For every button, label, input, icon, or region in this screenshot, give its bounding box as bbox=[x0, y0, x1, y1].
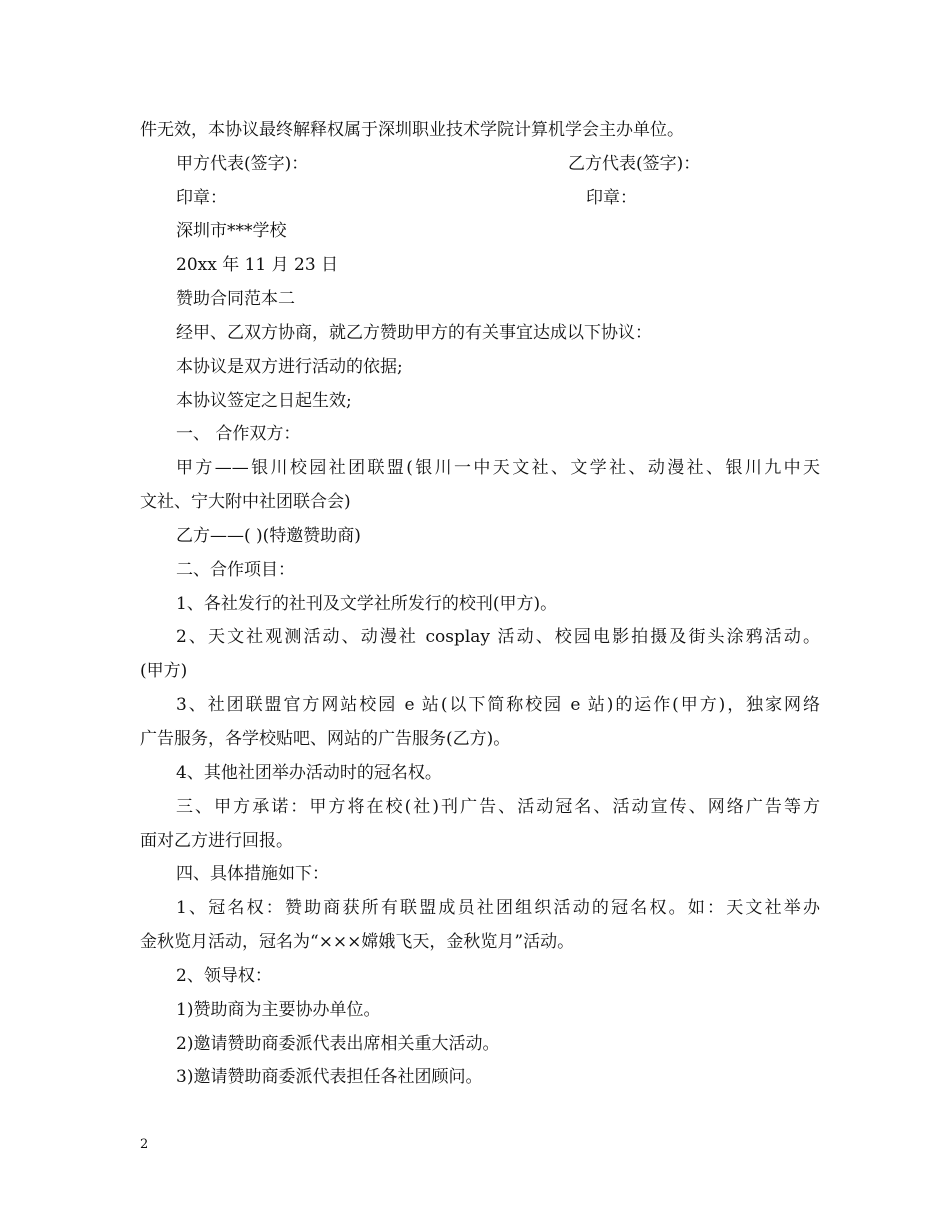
list-item: 4、其他社团举办活动时的冠名权。 bbox=[176, 763, 442, 783]
list-item: 3、社团联盟官方网站校园 e 站(以下简称校园 e 站)的运作(甲方)，独家网络 bbox=[176, 695, 820, 715]
paragraph-line: 金秋览月活动，冠名为“×××嫦娥飞天，金秋览月”活动。 bbox=[140, 932, 575, 952]
list-item: 3)邀请赞助商委派代表担任各社团顾问。 bbox=[176, 1067, 483, 1087]
paragraph-line: 经甲、乙双方协商，就乙方赞助甲方的有关事宜达成以下协议： bbox=[176, 323, 652, 343]
party-b-seal-label: 印章： bbox=[586, 188, 637, 208]
list-item: 2、天文社观测活动、动漫社 cosplay 活动、校园电影拍摄及街头涂鸦活动。 bbox=[176, 627, 820, 647]
list-item: 1、各社发行的社刊及文学社所发行的校刊(甲方)。 bbox=[176, 594, 558, 614]
page-number: 2 bbox=[140, 1137, 149, 1152]
paragraph-line: (甲方) bbox=[140, 661, 188, 681]
paragraph-line: 本协议是双方进行活动的依据; bbox=[176, 357, 403, 377]
party-a-signature-label: 甲方代表(签字)： bbox=[176, 154, 309, 174]
paragraph-line: 文社、宁大附中社团联合会) bbox=[140, 492, 351, 512]
list-item: 2)邀请赞助商委派代表出席相关重大活动。 bbox=[176, 1034, 500, 1054]
section-heading: 二、合作项目： bbox=[176, 560, 295, 580]
paragraph-line: 广告服务，各学校贴吧、网站的广告服务(乙方)。 bbox=[140, 729, 511, 749]
section-title: 赞助合同范本二 bbox=[176, 289, 295, 309]
school-name: 深圳市***学校 bbox=[176, 221, 287, 241]
section-heading: 四、具体措施如下： bbox=[176, 864, 329, 884]
paragraph-line: 乙方——( )(特邀赞助商) bbox=[176, 526, 361, 546]
party-b-signature-label: 乙方代表(签字)： bbox=[568, 154, 701, 174]
section-heading: 一、 合作双方： bbox=[176, 424, 301, 444]
contract-date: 20xx 年 11 月 23 日 bbox=[176, 255, 339, 275]
list-item: 1、冠名权：赞助商获所有联盟成员社团组织活动的冠名权。如：天文社举办 bbox=[176, 898, 820, 918]
paragraph-line: 面对乙方进行回报。 bbox=[140, 831, 293, 851]
paragraph-line: 甲方——银川校园社团联盟(银川一中天文社、文学社、动漫社、银川九中天 bbox=[176, 458, 820, 478]
paragraph-line: 件无效，本协议最终解释权属于深圳职业技术学院计算机学会主办单位。 bbox=[140, 120, 684, 140]
paragraph-line: 本协议签定之日起生效; bbox=[176, 391, 352, 411]
section-heading: 三、甲方承诺：甲方将在校(社)刊广告、活动冠名、活动宣传、网络广告等方 bbox=[176, 797, 820, 817]
party-a-seal-label: 印章： bbox=[176, 188, 227, 208]
list-item: 1)赞助商为主要协办单位。 bbox=[176, 1000, 381, 1020]
list-item: 2、领导权： bbox=[176, 966, 272, 986]
